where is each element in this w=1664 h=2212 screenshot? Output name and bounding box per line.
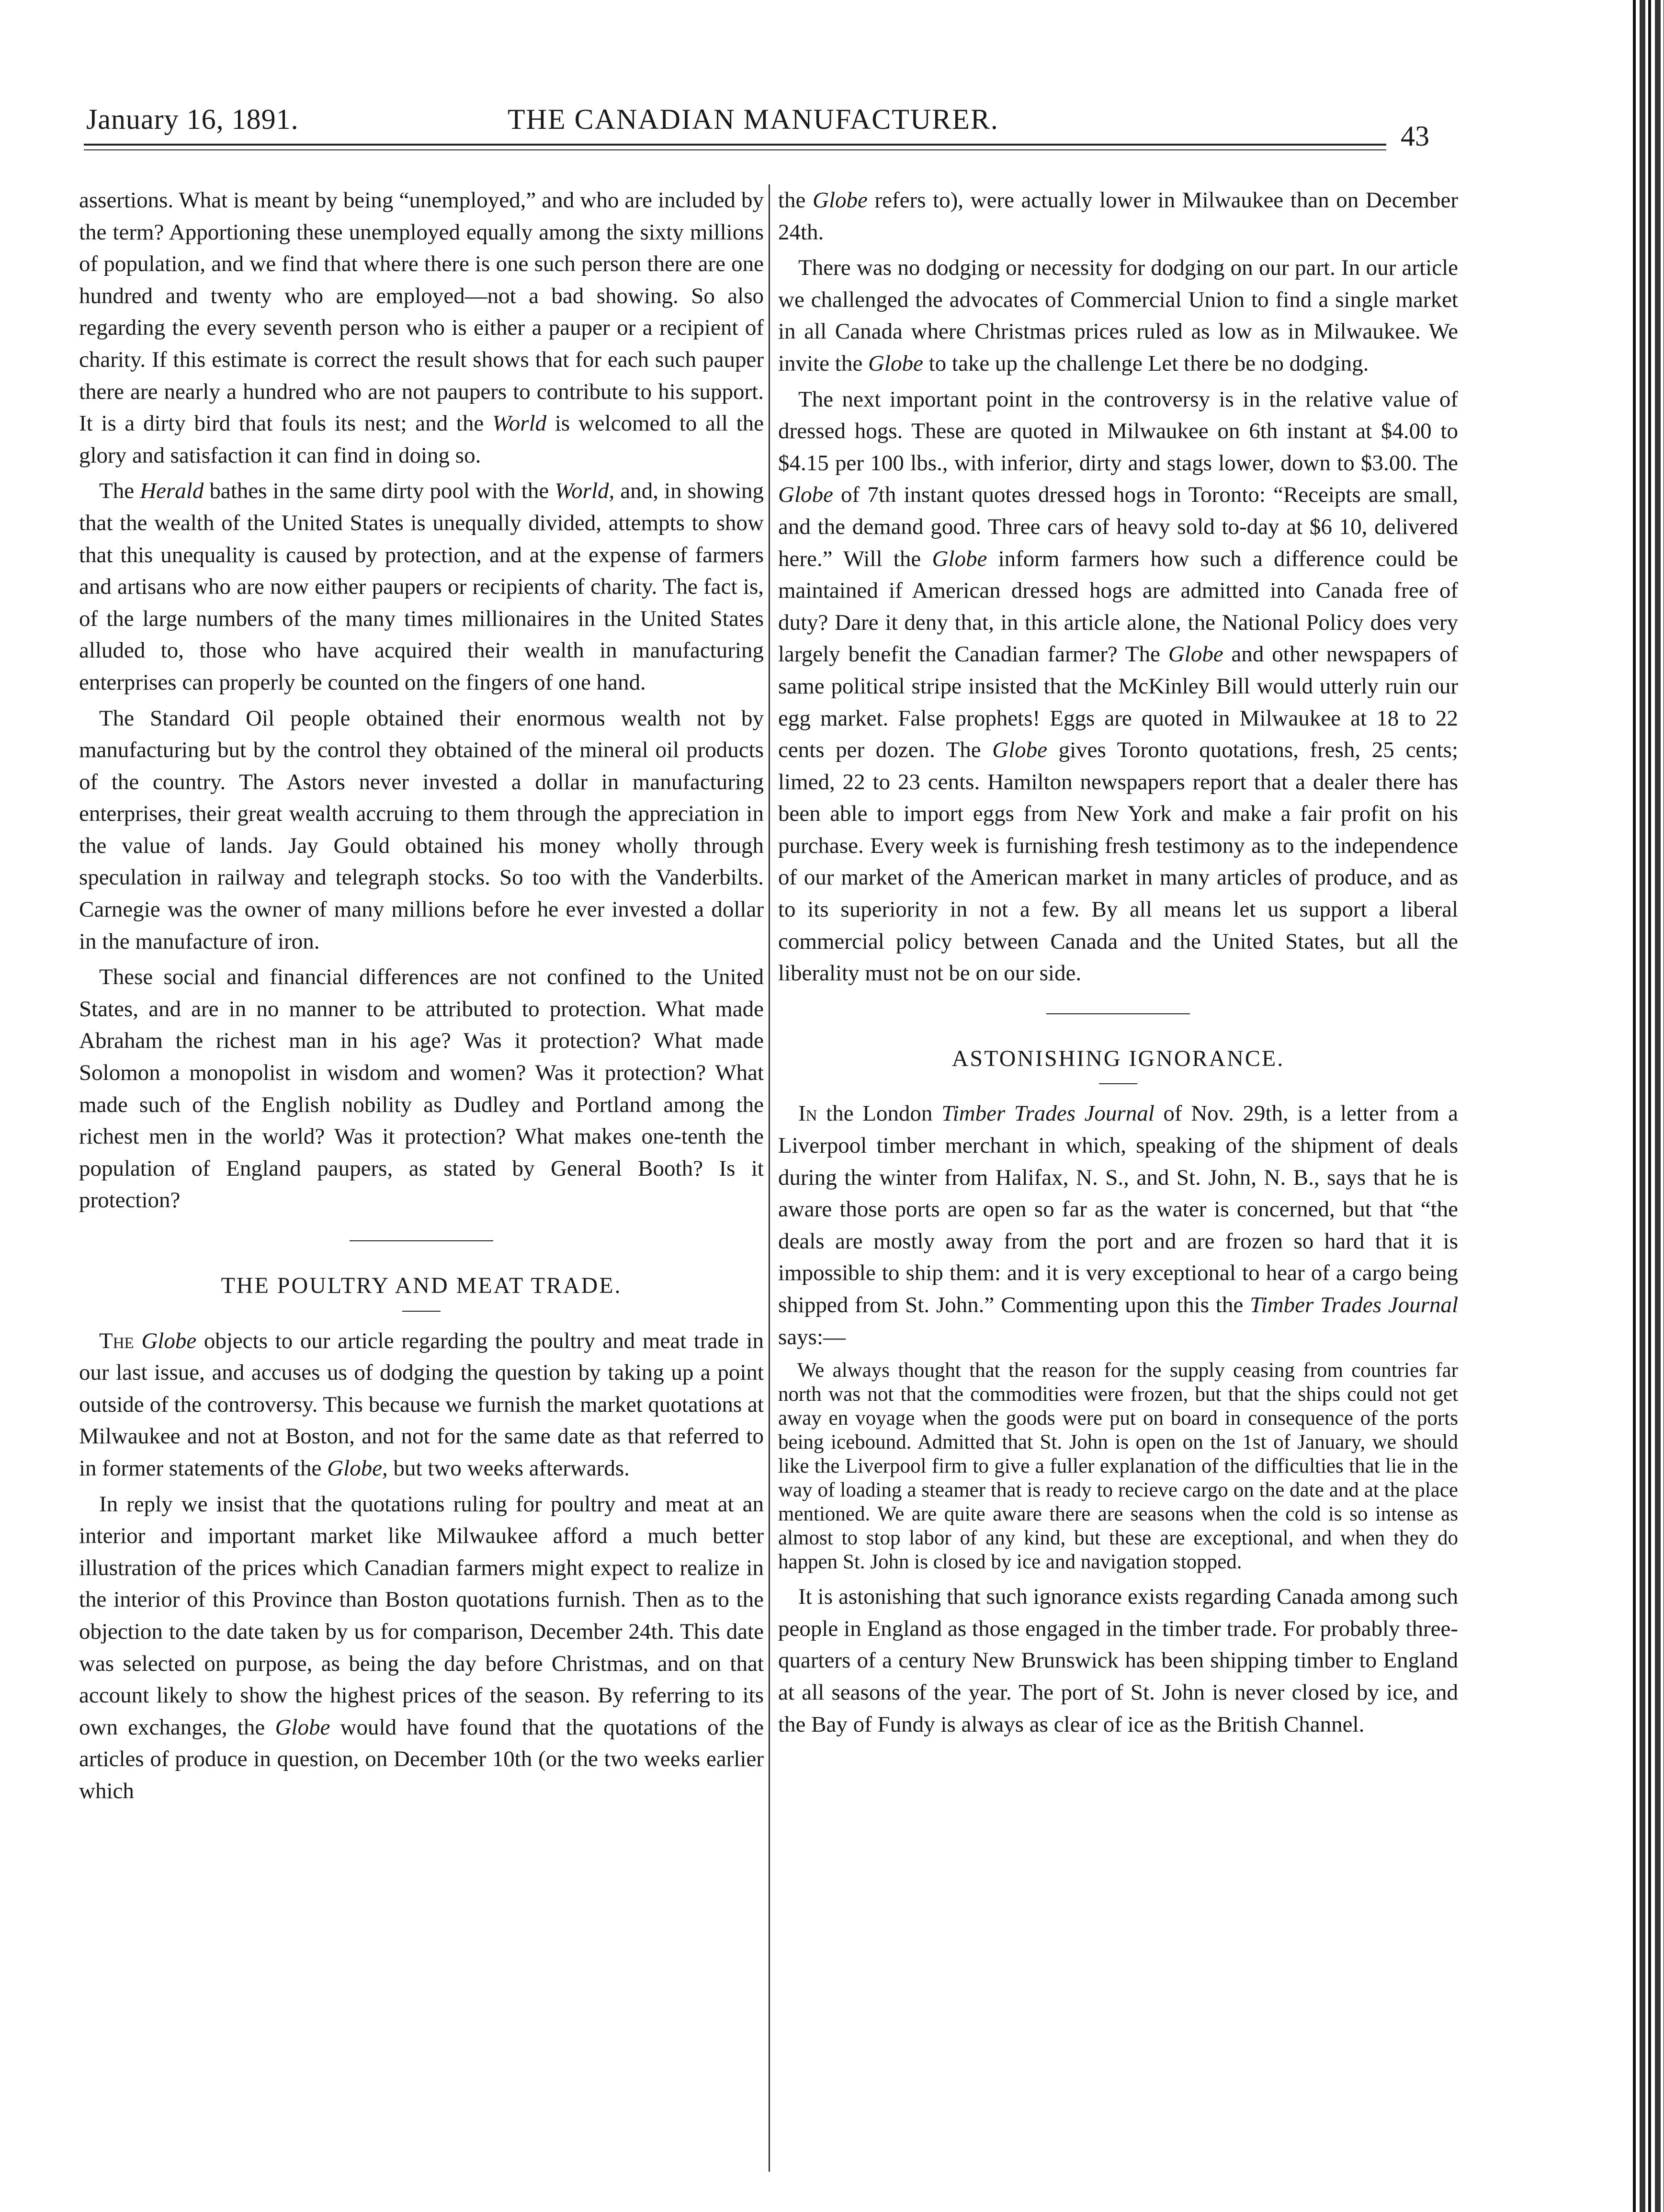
article-paragraph: In the London Timber Trades Journal of Nov. 29th, is a letter from a Liverpool timber merchant in which, speaking of the shipment of deals during the winter from Halifax, N. S., and St. John, N. B., says that he is aware those ports are open so far as the water is concerned, but that “the deals are mostly away from the port and are frozen so hard that it is impossible to ship them: and it is very exceptional to hear of a cargo being shipped from St. John.” Commenting upon this the Timber Trades Journal says:— [778,1101,1458,1350]
article-paragraph: There was no dodging or necessity for dodging on our part. In our article we challenged the advocates of Commercial Union to find a single market in all Canada where Christmas prices ruled as low as in Milwaukee. We invite the Globe to take up the challenge Let there be no dodging. [778,255,1458,376]
right-column [778,184,1458,2172]
heading-underline [1099,1083,1137,1084]
issue-date: January 16, 1891. [86,103,299,135]
article-paragraph: It is astonishing that such ignorance exists regarding Canada among such people in England as those engaged in the timber trade. For probably three-quarters of a century New Brunswick has been shipping timber to England at all seasons of the year. The port of St. John is never closed by ice, and the Bay of Fundy is always as clear of ice as the British Channel. [778,1584,1458,1737]
page-number: 43 [1401,120,1429,152]
article-paragraph: The Globe objects to our article regarding the poultry and meat trade in our last issue, and accuses us of dodging the question by taking up a point outside of the controversy. This because we furnish the market quotations at Milwaukee and not at Boston, and not for the same date as that referred to in former statements of the Globe, but two weeks afterwards. [79,1328,764,1481]
publication-title: THE CANADIAN MANUFACTURER. [508,103,999,135]
article-heading: THE POULTRY AND MEAT TRADE. [221,1273,622,1298]
column-divider [769,184,770,2172]
book-spine-edge [1633,0,1664,2212]
article-paragraph: The Standard Oil people obtained their enormous wealth not by manufacturing but by the control they obtained of the mineral oil products of the country. The Astors never invested a dollar in manufacturing enterprises, their great wealth accruing to them through the appreciation in the value of lands. Jay Gould obtained his money wholly through speculation in railway and telegraph stocks. So too with the Vanderbilts. Carnegie was the owner of many millions before he ever invested a dollar in the manufacture of iron. [79,705,764,954]
header-rule-top [84,144,1386,146]
section-separator [350,1240,493,1241]
article-paragraph: In reply we insist that the quotations ruling for poultry and meat at an interior and important market like Milwaukee afford a much better illustration of the prices which Canadian farmers might expect to realize in the interior of this Province than Boston quotations furnish. Then as to the objection to the date taken by us for comparison, December 24th. This date was selected on purpose, as being the day before Christmas, and on that account likely to show the highest prices of the season. By referring to its own exchanges, the Globe would have found that the quotations of the articles of produce in question, on December 10th (or the two weeks earlier which [79,1491,764,1804]
article-heading: ASTONISHING IGNORANCE. [951,1045,1285,1071]
section-separator [1046,1013,1190,1014]
heading-underline [402,1311,441,1312]
left-column [79,184,764,2172]
page-header [0,0,1664,153]
article-paragraph: The Herald bathes in the same dirty pool with the World, and, in showing that the wealth of the United States is unequally divided, attempts to show that this unequality is caused by protection, and at the expense of farmers and artisans who are now either paupers or recipients of charity. The fact is, of the large numbers of the many times millionaires in the United States alluded to, those who have acquired their wealth in manufacturing enterprises can properly be counted on the fingers of one hand. [79,478,764,695]
header-rule-bottom [84,149,1386,150]
article-paragraph: These social and financial differences are not confined to the United States, and are in no manner to be attributed to protection. What made Abraham the richest man in his age? Was it protection? What made Solomon a monopolist in wisdom and women? Was it protection? What made such of the English nobility as Dudley and Portland among the richest men in the world? Was it protection? What makes one-tenth the population of England paupers, as stated by General Booth? Is it protection? [79,964,764,1213]
article-paragraph: The next important point in the controversy is in the relative value of dressed hogs. These are quoted in Milwaukee on 6th instant at $4.00 to $4.15 per 100 lbs., with inferior, dirty and stags lower, down to $3.00. The Globe of 7th instant quotes dressed hogs in Toronto: “Receipts are small, and the demand good. Three cars of heavy sold to-day at $6 10, delivered here.” Will the Globe inform farmers how such a difference could be maintained if American dressed hogs are admitted into Canada free of duty? Dare it deny that, in this article alone, the National Policy does very largely benefit the Canadian farmer? The Globe and other newspapers of same political stripe insisted that the McKinley Bill would utterly ruin our egg market. False prophets! Eggs are quoted in Milwaukee at 18 to 22 cents per dozen. The Globe gives Toronto quotations, fresh, 25 cents; limed, 22 to 23 cents. Hamilton newspapers report that a dealer there has been able to import eggs from New York and make a fair profit on his purchase. Every week is furnishing fresh testimony as to the independence of our market of the American market in many articles of produce, and as to its superiority in not a few. By all means let us support a liberal commercial policy between Canada and the United States, but all the liberality must not be on our side. [778,386,1458,986]
article-paragraph: assertions. What is meant by being “unemployed,” and who are included by the term? Apportioning these unemployed equally among the sixty millions of population, and we find that where there is one such person there are one hundred and twenty who are employed—not a bad showing. So also regarding the every seventh person who is either a pauper or a recipient of charity. If this estimate is correct the result shows that for each such pauper there are nearly a hundred who are not paupers to contribute to his support. It is a dirty bird that fouls its nest; and the World is welcomed to all the glory and satisfaction it can find in doing so. [79,188,764,468]
block-quote: We always thought that the reason for the supply ceasing from countries far north was not that the commodities were frozen, but that the ships could not get away en voyage when the goods were put on board in consequence of the ports being icebound. Admitted that St. John is open on the 1st of January, we should like the Liverpool firm to give a fuller explanation of the difficulties that lie in the way of loading a steamer that is ready to recieve cargo on the date and at the place mentioned. We are quite aware there are seasons when the cold is so intense as almost to stop labor of any kind, but these are exceptional, and when they do happen St. John is closed by ice and navigation stopped. [778,1359,1458,1574]
article-paragraph: the Globe refers to), were actually lower in Milwaukee than on December 24th. [778,188,1458,245]
